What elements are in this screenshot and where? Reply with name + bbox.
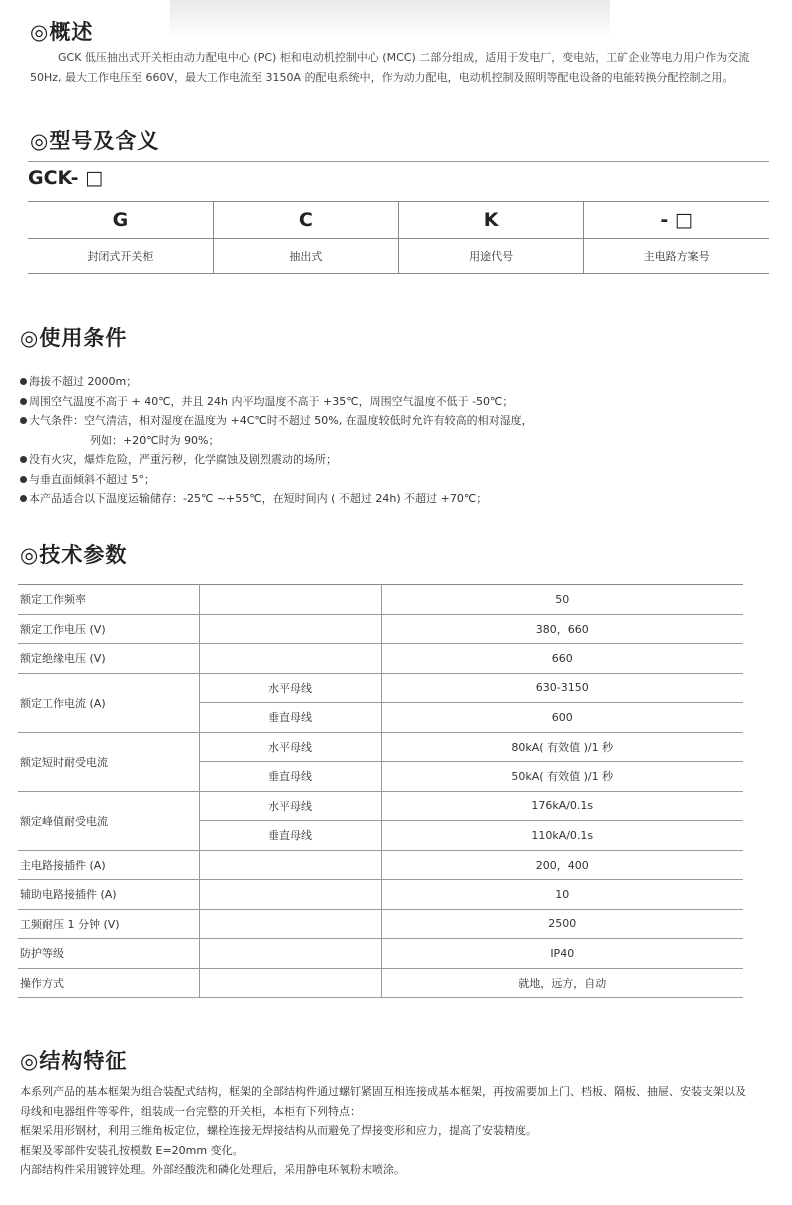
top-banner-fade xyxy=(170,0,610,40)
model-table xyxy=(28,202,769,274)
conditions-heading-text: 使用条件 xyxy=(39,326,128,350)
value-cell: 200，400 xyxy=(381,850,743,880)
overview-heading-text: 概述 xyxy=(49,20,94,44)
ring-icon: ◎ xyxy=(30,20,50,44)
param-cell: 操作方式 xyxy=(18,968,199,998)
conditions-heading xyxy=(20,328,127,349)
value-cell: 110kA/0.1s xyxy=(381,821,743,851)
param-cell: 额定工作电流 (A) xyxy=(18,673,199,732)
list-item xyxy=(20,372,533,392)
sub-cell xyxy=(199,850,381,880)
bullet-icon xyxy=(20,495,27,502)
list-item-text: 大气条件：空气清洁，相对湿度在温度为 +4C℃时不超过 50%, 在温度较低时允许有较高的相对湿度， xyxy=(29,414,533,427)
model-meaning: 用途代号 xyxy=(399,239,584,274)
list-item xyxy=(20,489,533,509)
sub-cell: 水平母线 xyxy=(199,732,381,762)
list-item xyxy=(20,411,533,431)
structure-heading xyxy=(20,1051,127,1072)
model-heading-text: 型号及含义 xyxy=(49,129,160,153)
model-letter: K xyxy=(399,202,584,239)
param-cell: 额定绝缘电压 (V) xyxy=(18,644,199,674)
specs-heading-text: 技术参数 xyxy=(39,543,128,567)
specs-table xyxy=(18,584,743,998)
list-item-text: 周围空气温度不高于 + 40℃，并且 24h 内平均温度不高于 +35℃，周围空气温度不低于 -50℃； xyxy=(29,394,514,408)
model-meaning: 主电路方案号 xyxy=(584,239,769,274)
list-item-text: 海拔不超过 2000m； xyxy=(29,375,138,388)
paragraph: 内部结构件采用镀锌处理。外部经酸洗和磷化处理后，采用静电环氧粉末喷涂。 xyxy=(20,1163,405,1177)
structure-heading-text: 结构特征 xyxy=(39,1049,128,1073)
sub-cell: 垂直母线 xyxy=(199,821,381,851)
param-cell: 防护等级 xyxy=(18,939,199,969)
param-cell: 额定短时耐受电流 xyxy=(18,732,199,791)
paragraph: 框架及零部件安装孔按模数 E=20mm 变化。 xyxy=(20,1143,244,1157)
list-item xyxy=(20,470,533,490)
param-cell: 主电路接插件 (A) xyxy=(18,850,199,880)
model-heading xyxy=(30,131,159,152)
table-row xyxy=(18,644,743,674)
paragraph: 本系列产品的基本框架为组合装配式结构，框架的全部结构件通过螺钉紧固互相连接成基本框架，再按需要加上门、档板、隔板、抽屉、安装支架以及母线和电器组件等零件，组装成一台完整的开关柜，本柜有下列特点： xyxy=(20,1085,746,1118)
list-item-text: 没有火灾，爆炸危险，严重污秽，化学腐蚀及剧烈震动的场所； xyxy=(29,453,337,466)
overview-heading xyxy=(30,22,93,43)
ring-icon: ◎ xyxy=(30,129,50,153)
divider xyxy=(28,161,769,162)
sub-cell xyxy=(199,909,381,939)
value-cell: 就地，远方，自动 xyxy=(381,968,743,998)
sub-cell xyxy=(199,614,381,644)
table-row xyxy=(18,732,743,762)
value-cell: 50kA( 有效值 )/1 秒 xyxy=(381,762,743,792)
value-cell: 10 xyxy=(381,880,743,910)
table-row xyxy=(18,968,743,998)
table-row xyxy=(18,614,743,644)
value-cell: IP40 xyxy=(381,939,743,969)
sub-cell xyxy=(199,880,381,910)
sub-cell: 水平母线 xyxy=(199,791,381,821)
sub-cell xyxy=(199,585,381,615)
sub-cell: 垂直母线 xyxy=(199,762,381,792)
bullet-icon xyxy=(20,456,27,463)
sub-cell: 垂直母线 xyxy=(199,703,381,733)
param-cell: 工频耐压 1 分钟 (V) xyxy=(18,909,199,939)
table-row xyxy=(18,673,743,703)
param-cell: 额定工作频率 xyxy=(18,585,199,615)
bullet-icon xyxy=(20,417,27,424)
list-item-text: 本产品适合以下温度运输储存：-25℃ ~+55℃，在短时间内 ( 不超过 24h) 不超过 +70℃； xyxy=(29,492,488,505)
model-letter: G xyxy=(28,202,213,239)
sub-cell: 水平母线 xyxy=(199,673,381,703)
overview-text: GCK 低压抽出式开关柜由动力配电中心 (PC) 柜和电动机控制中心 (MCC) 二部分组成，适用于发电厂，变电站，工矿企业等电力用户作为交流 50Hz, 最大工作电压至 660V，最大工作电流至 3150A 的配电系统中，作为动力配电，电动机控制及照明等配电设备的电能转换分配控制之用。 xyxy=(30,51,750,84)
ring-icon: ◎ xyxy=(20,326,40,350)
model-meaning: 抽出式 xyxy=(213,239,398,274)
table-row xyxy=(18,880,743,910)
list-item-example: 列如：+20℃时为 90%； xyxy=(90,433,220,447)
bullet-icon xyxy=(20,476,27,483)
value-cell: 80kA( 有效值 )/1 秒 xyxy=(381,732,743,762)
value-cell: 176kA/0.1s xyxy=(381,791,743,821)
sub-cell xyxy=(199,968,381,998)
value-cell: 630-3150 xyxy=(381,673,743,703)
table-row xyxy=(18,850,743,880)
bullet-icon xyxy=(20,398,27,405)
value-cell: 600 xyxy=(381,703,743,733)
value-cell: 660 xyxy=(381,644,743,674)
specs-heading xyxy=(20,545,127,566)
value-cell: 50 xyxy=(381,585,743,615)
list-item xyxy=(20,392,533,412)
table-row xyxy=(18,909,743,939)
list-item xyxy=(20,450,533,470)
model-meaning: 封闭式开关柜 xyxy=(28,239,213,274)
sub-cell xyxy=(199,939,381,969)
conditions-list xyxy=(20,372,533,509)
table-row xyxy=(18,939,743,969)
model-code: GCK- □ xyxy=(28,167,104,189)
bullet-icon xyxy=(20,378,27,385)
model-letter: - □ xyxy=(584,202,769,239)
model-letter: C xyxy=(213,202,398,239)
paragraph: 框架采用形钢材，利用三维角板定位，螺栓连接无焊接结构从而避免了焊接变形和应力，提高了安装精度。 xyxy=(20,1124,537,1138)
sub-cell xyxy=(199,644,381,674)
param-cell: 额定峰值耐受电流 xyxy=(18,791,199,850)
param-cell: 额定工作电压 (V) xyxy=(18,614,199,644)
param-cell: 辅助电路接插件 (A) xyxy=(18,880,199,910)
list-item-text: 与垂直面倾斜不超过 5°； xyxy=(29,472,155,486)
structure-text xyxy=(20,1082,755,1180)
value-cell: 2500 xyxy=(381,909,743,939)
ring-icon: ◎ xyxy=(20,543,40,567)
ring-icon: ◎ xyxy=(20,1049,40,1073)
value-cell: 380，660 xyxy=(381,614,743,644)
table-row xyxy=(18,585,743,615)
table-row xyxy=(18,791,743,821)
